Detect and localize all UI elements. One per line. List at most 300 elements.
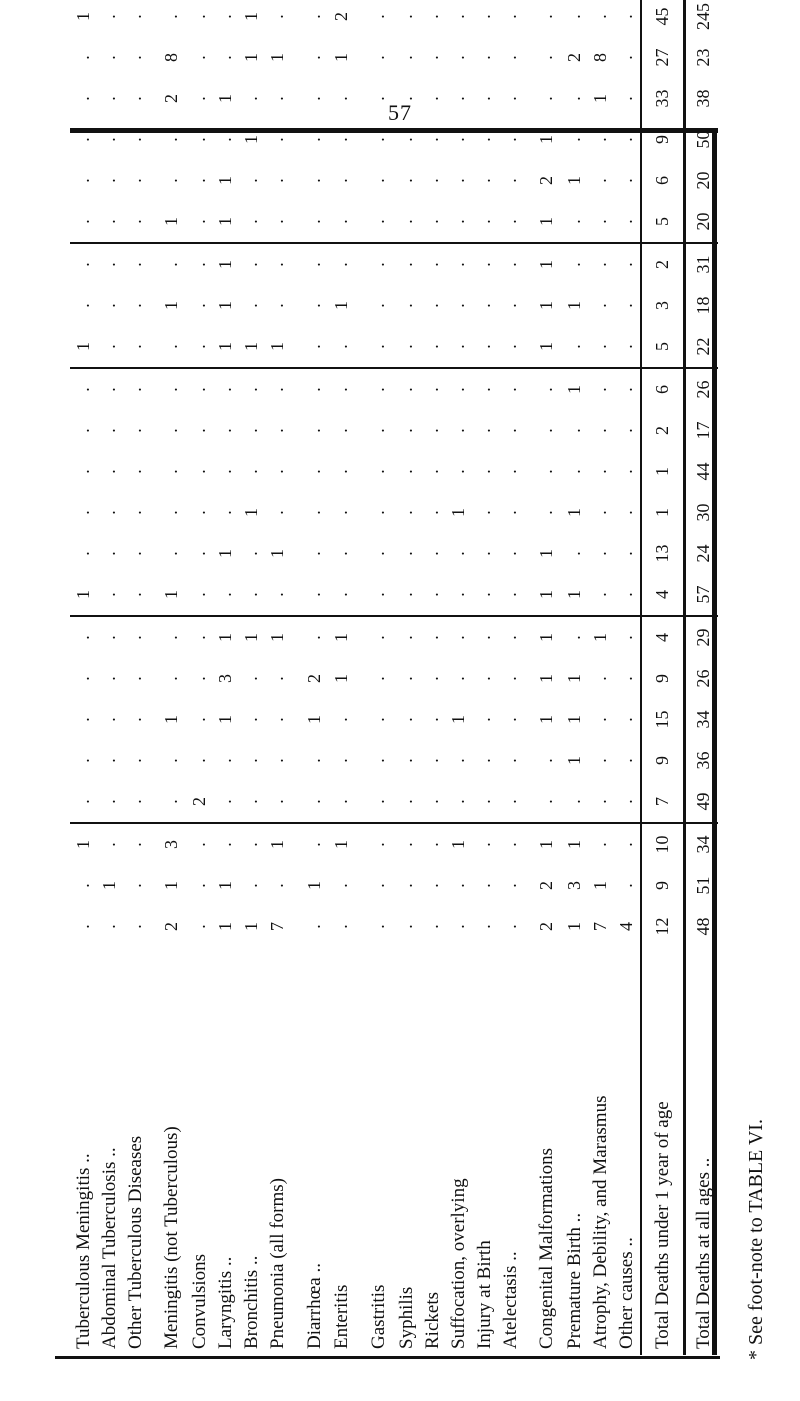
table-cell: 1: [98, 881, 119, 890]
table-cell: .: [395, 592, 416, 597]
table-cell: 1: [590, 94, 611, 103]
table-cell: .: [368, 924, 389, 929]
table-cell: .: [70, 616, 96, 658]
table-cell: 26: [684, 658, 718, 699]
table-cell: .: [161, 510, 182, 515]
table-cell: .: [70, 243, 96, 285]
table-cell: .: [471, 243, 497, 285]
table-cell: .: [290, 243, 328, 285]
table-cell: 1: [161, 590, 182, 599]
table-cell: .: [421, 924, 442, 929]
table-cell: .: [614, 243, 641, 285]
table-cell: .: [72, 55, 93, 60]
table-cell: .: [473, 510, 494, 515]
table-cell: .: [421, 428, 442, 433]
table-cell: .: [564, 137, 585, 142]
table-cell: .: [238, 368, 264, 410]
table-cell: .: [303, 96, 324, 101]
table-cell: 1: [240, 342, 261, 351]
table-cell: 7: [590, 922, 611, 931]
table-cell: .: [395, 178, 416, 183]
table-cell: .: [96, 368, 122, 410]
table-cell: 1: [303, 881, 324, 890]
table-cell: 2: [188, 797, 209, 806]
table-cell: .: [72, 96, 93, 101]
table-cell: 1: [266, 549, 287, 558]
table-row: [264, 0, 290, 1355]
table-cell: .: [616, 510, 637, 515]
table-cell: .: [122, 616, 148, 658]
table-cell: .: [590, 717, 611, 722]
table-cell: .: [303, 428, 324, 433]
table-cell: 38: [684, 78, 718, 119]
table-cell: .: [421, 14, 442, 19]
table-cell: .: [214, 592, 235, 597]
table-cell: .: [499, 428, 520, 433]
table-cell: .: [98, 510, 119, 515]
table-cell: .: [331, 137, 352, 142]
table-cell: 1: [264, 616, 290, 658]
table-cell: .: [188, 551, 209, 556]
table-cell: .: [124, 55, 145, 60]
table-row: [212, 0, 238, 1355]
table-cell: 3: [214, 674, 235, 683]
table-cell: .: [616, 303, 637, 308]
table-cell: .: [98, 758, 119, 763]
table-cell: 1: [564, 301, 585, 310]
table-cell: 6: [641, 368, 684, 410]
row-label: Diarrhœa ..: [303, 1263, 325, 1349]
table-cell: .: [331, 883, 352, 888]
table-cell: .: [266, 137, 287, 142]
table-cell: .: [161, 676, 182, 681]
table-cell: .: [186, 616, 212, 658]
table-cell: 1: [564, 922, 585, 931]
table-cell: .: [238, 823, 264, 865]
table-cell: .: [72, 303, 93, 308]
table-cell: 9: [641, 119, 684, 160]
table-cell: .: [188, 55, 209, 60]
table-cell: .: [395, 510, 416, 515]
table-cell: 1: [161, 217, 182, 226]
table-row: [614, 0, 641, 1355]
table-cell: 1: [214, 176, 235, 185]
row-label: Pneumonia (all forms): [266, 1178, 288, 1349]
table-cell: .: [447, 428, 468, 433]
table-cell: 29: [684, 616, 718, 658]
table-cell: .: [98, 55, 119, 60]
table-cell: .: [499, 469, 520, 474]
table-cell: .: [303, 510, 324, 515]
table-cell: 1: [240, 135, 261, 144]
table-cell: .: [240, 883, 261, 888]
table-cell: .: [447, 799, 468, 804]
table-cell: .: [161, 178, 182, 183]
table-cell: 18: [684, 285, 718, 326]
table-cell: .: [72, 717, 93, 722]
table-cell: 1: [214, 342, 235, 351]
table-cell: .: [499, 96, 520, 101]
table-cell: .: [331, 717, 352, 722]
table-cell: 4: [641, 616, 684, 658]
table-cell: .: [616, 55, 637, 60]
table-cell: 1: [329, 616, 355, 658]
table-cell: .: [421, 55, 442, 60]
table-cell: .: [393, 243, 419, 285]
row-label: Total Deaths at all ages ..: [684, 947, 718, 1355]
table-cell: .: [240, 717, 261, 722]
table-cell: .: [98, 96, 119, 101]
table-cell: .: [368, 469, 389, 474]
table-cell: .: [499, 219, 520, 224]
table-cell: .: [473, 799, 494, 804]
table-cell: .: [588, 368, 614, 410]
table-cell: 5: [641, 201, 684, 243]
table-cell: .: [124, 592, 145, 597]
table-cell: 1: [641, 492, 684, 533]
table-cell: .: [590, 344, 611, 349]
table-cell: 1: [161, 301, 182, 310]
table-cell: .: [447, 469, 468, 474]
table-cell: .: [536, 758, 557, 763]
footnote: * See foot-note to TABLE VI.: [745, 1119, 767, 1360]
table-cell: 1: [214, 217, 235, 226]
table-cell: 1: [523, 243, 561, 285]
table-cell: .: [303, 758, 324, 763]
table-cell: .: [616, 758, 637, 763]
table-cell: .: [72, 428, 93, 433]
table-cell: 1: [590, 881, 611, 890]
table-cell: .: [368, 14, 389, 19]
table-cell: 7: [641, 781, 684, 823]
table-cell: 51: [684, 865, 718, 906]
table-cell: .: [368, 344, 389, 349]
table-cell: .: [616, 551, 637, 556]
row-label: Premature Birth ..: [564, 1212, 586, 1349]
page-number: 57: [388, 100, 412, 125]
table-cell: .: [499, 551, 520, 556]
table-cell: .: [98, 469, 119, 474]
table-cell: .: [96, 616, 122, 658]
row-label: Laryngitis ..: [214, 1256, 236, 1349]
table-cell: .: [447, 758, 468, 763]
table-cell: 1: [536, 549, 557, 558]
table-cell: .: [616, 592, 637, 597]
table-cell: .: [329, 243, 355, 285]
table-cell: .: [447, 178, 468, 183]
table-cell: .: [98, 428, 119, 433]
table-cell: .: [395, 14, 416, 19]
table-cell: .: [72, 137, 93, 142]
table-cell: 1: [564, 715, 585, 724]
table-cell: 36: [684, 740, 718, 781]
table-row: [186, 0, 212, 1355]
table-cell: .: [303, 303, 324, 308]
table-cell: 34: [684, 823, 718, 865]
table-cell: 1: [303, 715, 324, 724]
table-cell: .: [266, 469, 287, 474]
table-cell: .: [395, 883, 416, 888]
table-cell: .: [473, 96, 494, 101]
table-cell: .: [188, 592, 209, 597]
table-cell: .: [329, 368, 355, 410]
table-cell: .: [536, 55, 557, 60]
table-cell: 2: [641, 410, 684, 451]
table-cell: .: [122, 368, 148, 410]
table-cell: .: [421, 717, 442, 722]
table-cell: 1: [536, 342, 557, 351]
table-cell: .: [536, 510, 557, 515]
table-cell: .: [72, 758, 93, 763]
table-cell: .: [124, 96, 145, 101]
table-cell: .: [616, 799, 637, 804]
table-cell: .: [562, 243, 588, 285]
table-cell: .: [590, 469, 611, 474]
table-cell: .: [124, 469, 145, 474]
table-cell: .: [240, 178, 261, 183]
table-cell: .: [616, 219, 637, 224]
table-cell: .: [188, 14, 209, 19]
table-cell: 1: [212, 243, 238, 285]
table-cell: 9: [641, 865, 684, 906]
table-cell: .: [240, 469, 261, 474]
table-cell: .: [590, 676, 611, 681]
table-cell: 1: [564, 674, 585, 683]
table-cell: .: [471, 823, 497, 865]
table-cell: .: [473, 14, 494, 19]
table-row: [70, 0, 96, 1355]
row-label: Convulsions: [188, 1253, 210, 1349]
table-cell: .: [331, 924, 352, 929]
row-label: Atrophy, Debility, and Marasmus: [590, 1095, 612, 1349]
table-cell: .: [303, 137, 324, 142]
table-cell: .: [240, 758, 261, 763]
row-label: Congenital Malformations: [536, 1147, 558, 1349]
table-cell: 3: [148, 823, 186, 865]
table-cell: .: [368, 55, 389, 60]
table-cell: 3: [641, 285, 684, 326]
table-cell: .: [266, 96, 287, 101]
table-cell: 1: [72, 342, 93, 351]
table-cell: 1: [564, 508, 585, 517]
table-cell: .: [214, 510, 235, 515]
table-cell: 2: [536, 922, 557, 931]
table-cell: .: [240, 676, 261, 681]
table-cell: .: [240, 219, 261, 224]
table-cell: .: [590, 428, 611, 433]
table-cell: 2: [303, 674, 324, 683]
table-cell: .: [499, 676, 520, 681]
table-cell: .: [395, 758, 416, 763]
table-row: [238, 0, 264, 1355]
table-cell: .: [421, 799, 442, 804]
table-cell: .: [590, 592, 611, 597]
table-cell: .: [124, 428, 145, 433]
table-cell: .: [616, 469, 637, 474]
table-cell: .: [395, 303, 416, 308]
table-cell: .: [266, 758, 287, 763]
table-cell: .: [98, 14, 119, 19]
table-cell: .: [188, 137, 209, 142]
table-cell: .: [564, 428, 585, 433]
table-row: [562, 0, 588, 1355]
table-cell: .: [188, 178, 209, 183]
table-cell: .: [616, 14, 637, 19]
table-cell: .: [616, 96, 637, 101]
row-label: Tuberculous Meningitis ..: [72, 1153, 94, 1349]
table-cell: .: [616, 428, 637, 433]
table-cell: .: [368, 219, 389, 224]
table-cell: .: [590, 551, 611, 556]
table-cell: .: [499, 510, 520, 515]
table-cell: .: [616, 344, 637, 349]
table-cell: .: [616, 137, 637, 142]
table-cell: .: [238, 243, 264, 285]
table-cell: .: [331, 219, 352, 224]
table-cell: .: [614, 823, 641, 865]
table-cell: .: [447, 676, 468, 681]
table-cell: .: [98, 717, 119, 722]
table-cell: .: [421, 883, 442, 888]
table-cell: 8: [590, 53, 611, 62]
mortality-table-frame: [70, 3, 718, 1355]
table-cell: .: [240, 799, 261, 804]
table-cell: 34: [684, 699, 718, 740]
table-cell: 1: [72, 12, 93, 21]
table-cell: .: [161, 469, 182, 474]
table-cell: .: [614, 368, 641, 410]
table-cell: 1: [447, 508, 468, 517]
table-cell: 1: [264, 823, 290, 865]
table-cell: .: [395, 428, 416, 433]
row-label: Rickets: [421, 1292, 443, 1349]
table-cell: .: [497, 368, 523, 410]
table-row: [122, 0, 148, 1355]
table-cell: .: [421, 592, 442, 597]
table-cell: .: [590, 219, 611, 224]
table-cell: .: [98, 303, 119, 308]
table-cell: 22: [684, 326, 718, 368]
bottom-rule: [55, 1356, 720, 1359]
table-cell: .: [368, 303, 389, 308]
table-cell: 1: [447, 715, 468, 724]
table-cell: .: [264, 368, 290, 410]
table-cell: 24: [684, 533, 718, 574]
table-cell: .: [122, 243, 148, 285]
table-cell: .: [355, 368, 393, 410]
table-cell: .: [98, 137, 119, 142]
table-cell: .: [473, 551, 494, 556]
table-cell: .: [536, 96, 557, 101]
table-cell: .: [148, 616, 186, 658]
table-cell: .: [395, 717, 416, 722]
table-cell: .: [303, 219, 324, 224]
table-cell: .: [98, 924, 119, 929]
table-cell: .: [421, 96, 442, 101]
table-cell: .: [590, 510, 611, 515]
table-cell: .: [473, 924, 494, 929]
table-cell: .: [303, 344, 324, 349]
table-cell: 1: [536, 217, 557, 226]
table-cell: 1: [536, 301, 557, 310]
table-cell: .: [523, 368, 561, 410]
row-label: Total Deaths under 1 year of age: [641, 947, 684, 1355]
table-cell: .: [303, 799, 324, 804]
table-cell: .: [290, 616, 328, 658]
table-cell: .: [499, 758, 520, 763]
table-cell: .: [148, 243, 186, 285]
table-cell: .: [447, 303, 468, 308]
table-cell: .: [266, 799, 287, 804]
table-cell: .: [395, 96, 416, 101]
table-cell: .: [188, 344, 209, 349]
table-cell: .: [419, 823, 445, 865]
table-cell: .: [98, 799, 119, 804]
table-cell: 2: [331, 12, 352, 21]
table-cell: .: [564, 219, 585, 224]
table-cell: 1: [329, 823, 355, 865]
table-cell: .: [497, 616, 523, 658]
table-cell: .: [421, 676, 442, 681]
table-cell: .: [188, 758, 209, 763]
table-cell: .: [266, 676, 287, 681]
table-cell: .: [331, 758, 352, 763]
table-cell: .: [214, 55, 235, 60]
table-row: [471, 0, 497, 1355]
table-cell: .: [395, 137, 416, 142]
table-cell: .: [124, 510, 145, 515]
table-cell: 3: [564, 881, 585, 890]
table-cell: 57: [684, 574, 718, 616]
table-cell: .: [188, 510, 209, 515]
table-cell: .: [616, 178, 637, 183]
table-cell: .: [98, 178, 119, 183]
table-cell: .: [368, 592, 389, 597]
table-cell: .: [124, 137, 145, 142]
table-cell: .: [303, 551, 324, 556]
table-row: [419, 0, 445, 1355]
table-cell: 27: [641, 37, 684, 78]
table-cell: .: [124, 676, 145, 681]
table-cell: .: [214, 428, 235, 433]
table-cell: .: [188, 428, 209, 433]
table-cell: .: [122, 823, 148, 865]
table-cell: .: [188, 219, 209, 224]
table-cell: 1: [240, 508, 261, 517]
table-cell: .: [445, 368, 471, 410]
table-cell: 1: [266, 53, 287, 62]
table-cell: 2: [564, 53, 585, 62]
table-cell: 1: [214, 715, 235, 724]
table-cell: .: [98, 676, 119, 681]
row-label: Bronchitis ..: [240, 1255, 262, 1349]
table-cell: .: [499, 14, 520, 19]
table-cell: .: [368, 799, 389, 804]
table-cell: 1: [214, 301, 235, 310]
row-label: Enteritis: [331, 1284, 353, 1349]
table-cell: .: [214, 14, 235, 19]
table-cell: 1: [238, 616, 264, 658]
table-cell: 1: [331, 53, 352, 62]
row-label: Injury at Birth: [473, 1240, 495, 1349]
table-cell: 33: [641, 78, 684, 119]
table-row: [497, 0, 523, 1355]
table-cell: .: [124, 551, 145, 556]
table-cell: 2: [641, 243, 684, 285]
table-cell: .: [355, 243, 393, 285]
table-cell: .: [445, 616, 471, 658]
table-cell: .: [564, 344, 585, 349]
